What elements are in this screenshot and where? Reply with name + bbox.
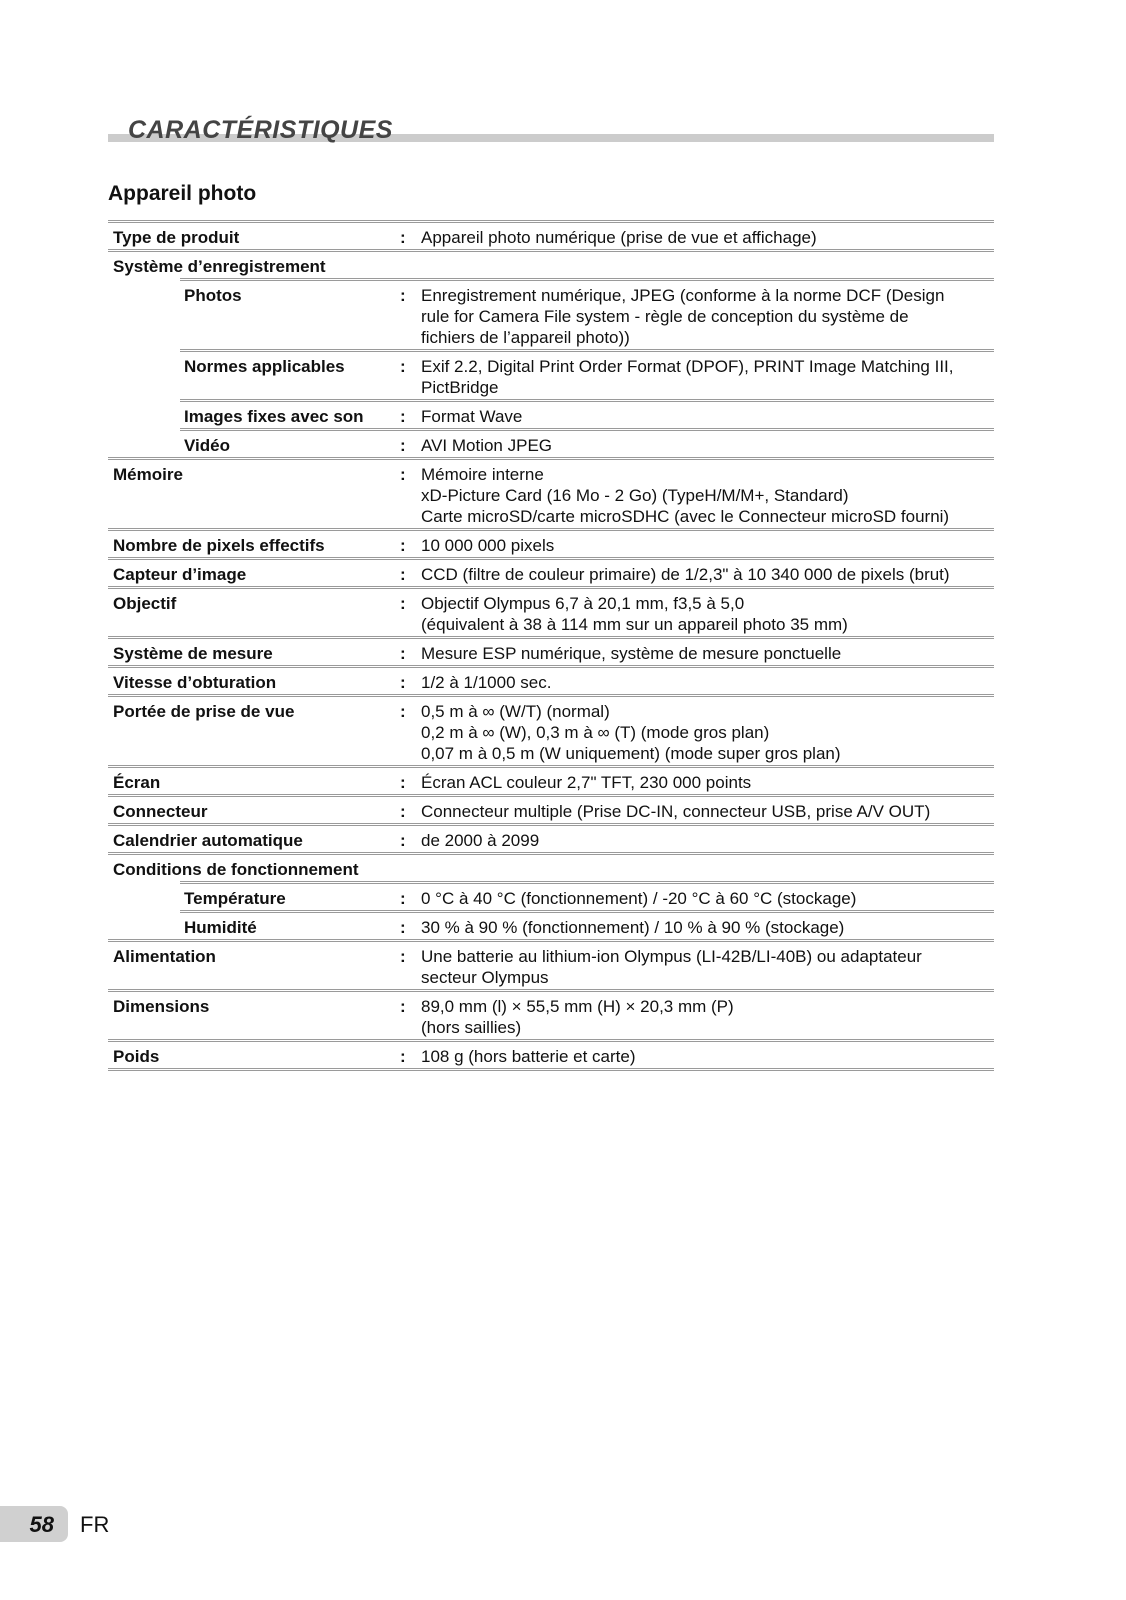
spec-value-line: 108 g (hors batterie et carte) <box>421 1047 636 1066</box>
page-number: 58 <box>29 1512 54 1537</box>
spec-value <box>421 701 994 764</box>
spec-value-line: Mesure ESP numérique, système de mesure ponctuelle <box>421 644 842 663</box>
spec-label: Normes applicables <box>184 357 345 376</box>
spec-value <box>421 356 994 398</box>
spec-row <box>108 636 994 665</box>
page-header <box>108 116 994 146</box>
spec-label: Capteur d’image <box>113 565 247 584</box>
table-bottom-rule <box>108 1068 994 1071</box>
spec-colon <box>400 859 421 880</box>
spec-row <box>180 881 994 910</box>
spec-label: Nombre de pixels effectifs <box>113 536 325 555</box>
spec-label: Photos <box>184 286 242 305</box>
spec-value-line: secteur Olympus <box>421 968 549 987</box>
spec-colon: : <box>400 286 406 305</box>
spec-value <box>421 285 994 348</box>
spec-label: Mémoire <box>113 465 183 484</box>
spec-value <box>421 917 994 938</box>
spec-row <box>180 349 994 399</box>
spec-row <box>108 989 994 1039</box>
spec-value-line: 0,2 m à ∞ (W), 0,3 m à ∞ (T) (mode gros plan) <box>421 723 770 742</box>
spec-value <box>421 535 994 556</box>
spec-row <box>108 457 994 528</box>
spec-row <box>108 1039 994 1068</box>
page-title: CARACTÉRISTIQUES <box>128 116 393 144</box>
spec-value-line: 0,07 m à 0,5 m (W uniquement) (mode super gros plan) <box>421 744 841 763</box>
spec-colon: : <box>400 918 406 937</box>
spec-row <box>180 278 994 349</box>
spec-colon: : <box>400 357 406 376</box>
spec-value-line: Objectif Olympus 6,7 à 20,1 mm, f3,5 à 5,0 <box>421 594 745 613</box>
spec-row <box>108 852 994 881</box>
spec-value-line: 10 000 000 pixels <box>421 536 555 555</box>
spec-value-line: Mémoire interne <box>421 465 544 484</box>
spec-colon: : <box>400 997 406 1016</box>
spec-value <box>421 772 994 793</box>
spec-label: Température <box>184 889 286 908</box>
spec-value-line: Carte microSD/carte microSDHC (avec le Connecteur microSD fourni) <box>421 507 950 526</box>
spec-value-line: PictBridge <box>421 378 499 397</box>
spec-value <box>421 227 994 248</box>
spec-row <box>108 220 994 249</box>
spec-value <box>421 888 994 909</box>
spec-label: Vitesse d’obturation <box>113 673 277 692</box>
spec-value <box>421 464 994 527</box>
spec-value <box>421 946 994 988</box>
spec-label: Alimentation <box>113 947 216 966</box>
spec-row <box>108 528 994 557</box>
spec-value-line: Enregistrement numérique, JPEG (conforme à la norme DCF (Design <box>421 286 945 305</box>
spec-value <box>421 435 994 456</box>
spec-value-line: CCD (filtre de couleur primaire) de 1/2,3" à 10 340 000 de pixels (brut) <box>421 565 950 584</box>
spec-label: Images fixes avec son <box>184 407 364 426</box>
spec-value-line: rule for Camera File system - règle de conception du système de <box>421 307 909 326</box>
spec-value <box>421 643 994 664</box>
spec-value <box>421 996 994 1038</box>
spec-value <box>421 593 994 635</box>
spec-colon: : <box>400 465 406 484</box>
spec-label: Poids <box>113 1047 160 1066</box>
spec-label: Écran <box>113 773 161 792</box>
language-code: FR <box>80 1512 110 1537</box>
spec-row <box>108 665 994 694</box>
spec-colon: : <box>400 802 406 821</box>
spec-value-line: Exif 2.2, Digital Print Order Format (DPOF), PRINT Image Matching III, <box>421 357 954 376</box>
spec-value <box>421 1046 994 1067</box>
spec-colon: : <box>400 673 406 692</box>
page-number-tab <box>0 1506 68 1542</box>
spec-colon: : <box>400 773 406 792</box>
spec-colon: : <box>400 947 406 966</box>
spec-value-line: Format Wave <box>421 407 523 426</box>
spec-row <box>108 939 994 989</box>
spec-label: Calendrier automatique <box>113 831 303 850</box>
spec-label: Système d’enregistrement <box>113 257 326 276</box>
spec-colon: : <box>400 565 406 584</box>
spec-value-line: AVI Motion JPEG <box>421 436 553 455</box>
spec-row <box>180 428 994 457</box>
spec-colon: : <box>400 536 406 555</box>
spec-label: Conditions de fonctionnement <box>113 860 359 879</box>
spec-table <box>108 220 994 1071</box>
spec-value-line: Écran ACL couleur 2,7" TFT, 230 000 points <box>421 773 752 792</box>
spec-label: Objectif <box>113 594 177 613</box>
spec-row <box>108 249 994 278</box>
spec-value-line: 0 °C à 40 °C (fonctionnement) / -20 °C à 60 °C (stockage) <box>421 889 857 908</box>
spec-value <box>421 406 994 427</box>
spec-colon: : <box>400 436 406 455</box>
spec-value-line: Une batterie au lithium-ion Olympus (LI-42B/LI-40B) ou adaptateur <box>421 947 922 966</box>
spec-row <box>108 557 994 586</box>
spec-row <box>108 794 994 823</box>
spec-value <box>421 564 994 585</box>
spec-value-line: 0,5 m à ∞ (W/T) (normal) <box>421 702 610 721</box>
spec-value-line: 89,0 mm (l) × 55,5 mm (H) × 20,3 mm (P) <box>421 997 734 1016</box>
spec-value-line: 30 % à 90 % (fonctionnement) / 10 % à 90 % (stockage) <box>421 918 845 937</box>
spec-value-line: de 2000 à 2099 <box>421 831 540 850</box>
spec-colon: : <box>400 702 406 721</box>
spec-colon: : <box>400 594 406 613</box>
spec-colon: : <box>400 831 406 850</box>
spec-row <box>108 765 994 794</box>
spec-colon: : <box>400 644 406 663</box>
spec-value-line: xD-Picture Card (16 Mo - 2 Go) (TypeH/M/M+, Standard) <box>421 486 849 505</box>
spec-value-line: 1/2 à 1/1000 sec. <box>421 673 552 692</box>
spec-label: Dimensions <box>113 997 210 1016</box>
spec-row <box>108 694 994 765</box>
spec-label: Portée de prise de vue <box>113 702 295 721</box>
spec-value <box>421 830 994 851</box>
spec-value-line: fichiers de l’appareil photo)) <box>421 328 630 347</box>
spec-colon <box>400 256 421 277</box>
spec-label: Humidité <box>184 918 257 937</box>
spec-label: Type de produit <box>113 228 240 247</box>
spec-value-line: Appareil photo numérique (prise de vue et affichage) <box>421 228 817 247</box>
spec-value <box>421 801 994 822</box>
spec-value-line: (hors saillies) <box>421 1018 522 1037</box>
spec-label: Vidéo <box>184 436 230 455</box>
spec-row <box>108 586 994 636</box>
spec-value <box>421 256 994 277</box>
spec-row <box>108 823 994 852</box>
spec-label: Connecteur <box>113 802 208 821</box>
spec-value <box>421 859 994 880</box>
spec-colon: : <box>400 1047 406 1066</box>
spec-value-line: (équivalent à 38 à 114 mm sur un appareil photo 35 mm) <box>421 615 848 634</box>
spec-colon: : <box>400 407 406 426</box>
spec-row <box>180 399 994 428</box>
spec-row <box>180 910 994 939</box>
spec-colon: : <box>400 228 406 247</box>
spec-value <box>421 672 994 693</box>
spec-value-line: Connecteur multiple (Prise DC-IN, connecteur USB, prise A/V OUT) <box>421 802 931 821</box>
spec-colon: : <box>400 889 406 908</box>
section-title: Appareil photo <box>108 182 257 205</box>
spec-label: Système de mesure <box>113 644 273 663</box>
